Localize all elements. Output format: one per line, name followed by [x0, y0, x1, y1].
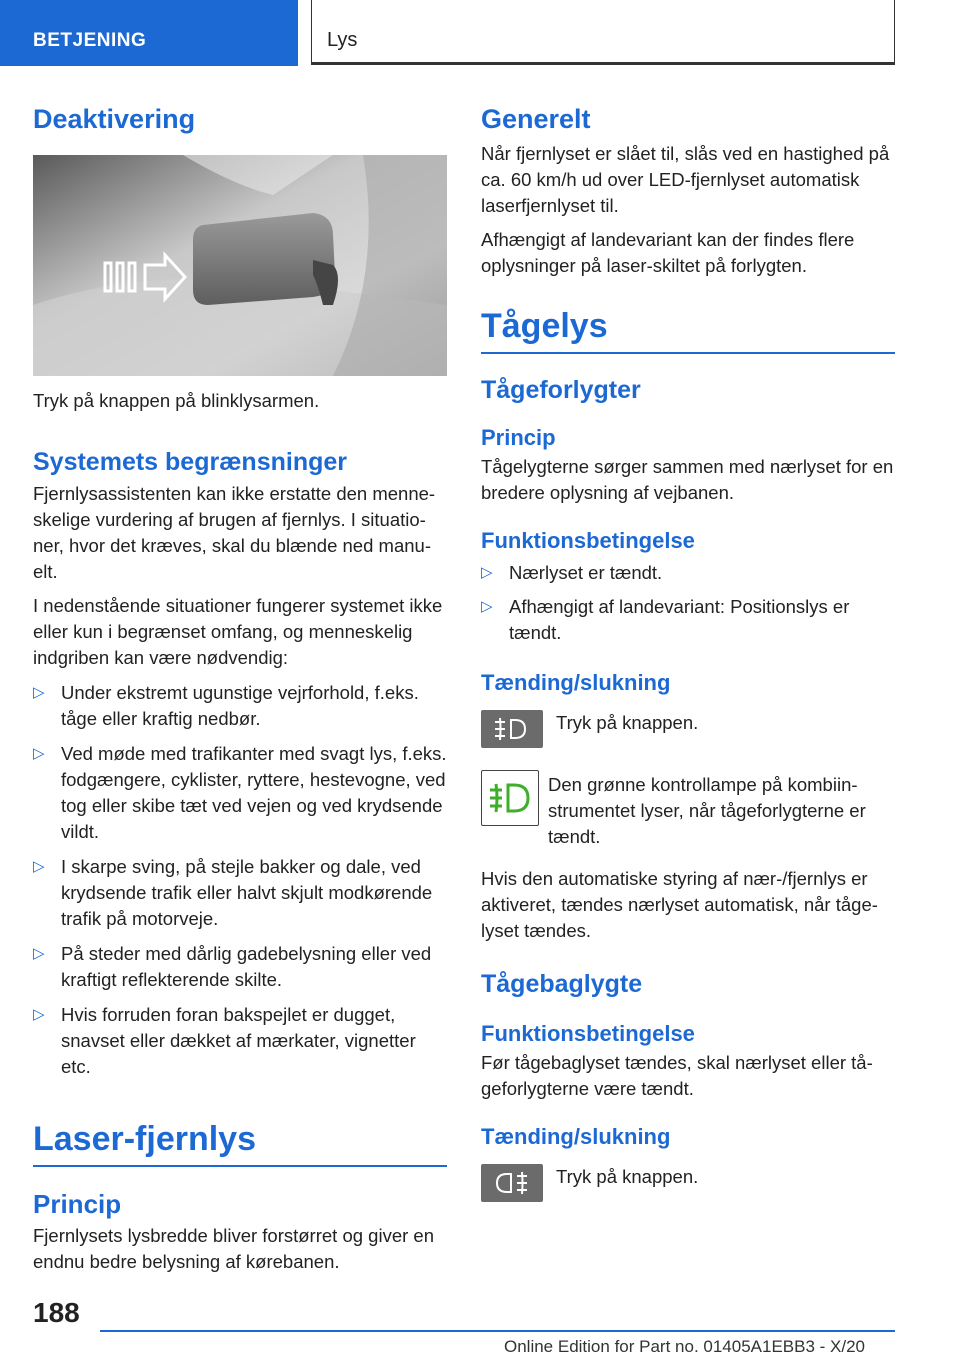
deactivation-heading: Deaktivering — [33, 104, 196, 134]
fog-indicator-row — [481, 770, 895, 850]
laser-principle-heading: Princip — [33, 1189, 122, 1219]
list-item: ▷ Under ekstremt ugunstige vejrforhold, f.eks. tåge eller kraftig nedbør. — [33, 682, 419, 729]
fog-principle-text: Tågelygterne sørger sammen med nærlyset for en bredere oplysning af vejbanen. — [481, 456, 894, 503]
rear-fog-press-text: Tryk på knappen. — [556, 1166, 699, 1187]
list-item: ▷ Afhængigt af landevariant: Positionslys er tændt. — [481, 596, 850, 643]
right-column — [481, 100, 895, 1206]
footer-divider — [100, 1330, 895, 1332]
front-fog-press-text: Tryk på knappen. — [556, 712, 699, 733]
triangle-bullet-icon: ▷ — [33, 1006, 45, 1023]
general-paragraph-2: Afhængigt af landevariant kan der findes flere oplysninger på laser-skiltet på forlygten. — [481, 229, 855, 276]
list-item: ▷ Nærlyset er tændt. — [481, 560, 895, 586]
front-fog-button-row — [481, 710, 895, 752]
limitations-paragraph-1: Fjernlysassistenten kan ikke erstatte den menneskelige vurdering af brugen af fjernlys. I situationer, hvor det kræves, skal du blænde ned manuelt. — [33, 483, 436, 582]
lever-image-icon — [33, 155, 447, 376]
left-column — [33, 100, 447, 1275]
deactivation-caption: Tryk på knappen på blinklysarmen. — [33, 390, 320, 411]
triangle-bullet-icon: ▷ — [33, 745, 45, 762]
function-requirement-heading: Funktionsbetingelse — [481, 528, 695, 553]
section-tab: BETJENING — [0, 0, 298, 66]
limitations-heading: Systemets begrænsninger — [33, 448, 347, 476]
rear-fog-button-row — [481, 1164, 895, 1206]
fog-light-front-button-icon — [481, 710, 543, 748]
function-requirement-list — [481, 560, 895, 646]
rear-fog-light-heading: Tågebaglygte — [481, 970, 643, 998]
page-number: 188 — [33, 1297, 80, 1328]
triangle-bullet-icon: ▷ — [481, 564, 493, 581]
fog-light-rear-button-icon — [481, 1164, 543, 1202]
general-heading: Generelt — [481, 104, 591, 134]
fog-light-indicator-icon — [481, 770, 539, 826]
limitations-list — [33, 680, 447, 1080]
auto-headlight-text: Hvis den automatiske styring af nær-/fjernlys er aktiveret, tændes nærlyset automatisk, når tågelyset tændes. — [481, 868, 878, 941]
laser-high-beam-heading: Laser-fjernlys — [33, 1120, 447, 1167]
general-paragraph-1: Når fjernlyset er slået til, slås ved en hastighed på ca. 60 km/h ud over LED-fjernlyset automatisk laserfjernlyset til. — [481, 143, 890, 216]
rear-function-requirement-text: Før tågebaglyset tændes, skal nærlyset eller tågeforlygterne være tændt. — [481, 1052, 873, 1099]
on-off-heading: Tænding/slukning — [481, 670, 671, 695]
front-fog-lights-heading: Tågeforlygter — [481, 376, 641, 404]
rear-on-off-heading: Tænding/slukning — [481, 1124, 671, 1149]
edition-note: Online Edition for Part no. 01405A1EBB3 - X/20 — [504, 1337, 866, 1356]
rear-function-requirement-heading: Funktionsbetingelse — [481, 1021, 695, 1046]
fog-lights-heading: Tågelys — [481, 307, 895, 354]
topic-tab: Lys — [311, 0, 895, 64]
turn-signal-lever-illustration — [33, 155, 447, 376]
list-item: ▷ Hvis forruden foran bakspejlet er dugget, snavset eller dækket af mærkater, vignetter etc. — [33, 1004, 416, 1077]
laser-principle-text: Fjernlysets lysbredde bliver forstørret og giver en endnu bedre belysning af kørebanen. — [33, 1225, 434, 1272]
triangle-bullet-icon: ▷ — [33, 684, 45, 701]
triangle-bullet-icon: ▷ — [33, 858, 45, 875]
fog-principle-heading: Princip — [481, 425, 556, 450]
list-item: ▷ Ved møde med trafikanter med svagt lys, f.eks. fodgængere, cyklister, ryttere, hestevogne, ved tog eller skibe tæt ved vejen og ved krydsende vildt. — [33, 743, 447, 842]
list-item: ▷ I skarpe sving, på stejle bakker og dale, ved krydsende trafik eller halvt skjult modkørende trafik på motorveje. — [33, 856, 433, 929]
page-header — [0, 0, 960, 66]
triangle-bullet-icon: ▷ — [33, 945, 45, 962]
limitations-paragraph-2: I nedenstående situationer fungerer systemet ikke eller kun i begrænset omfang, og menneskelig indgriben kan være nødvendig: — [33, 595, 443, 668]
triangle-bullet-icon: ▷ — [481, 598, 493, 615]
fog-indicator-text: Den grønne kontrollampe på kombiinstrumentet lyser, når tågeforlygterne er tændt. — [548, 774, 866, 847]
list-item: ▷ På steder med dårlig gadebelysning eller ved kraftigt reflekterende skilte. — [33, 943, 432, 990]
